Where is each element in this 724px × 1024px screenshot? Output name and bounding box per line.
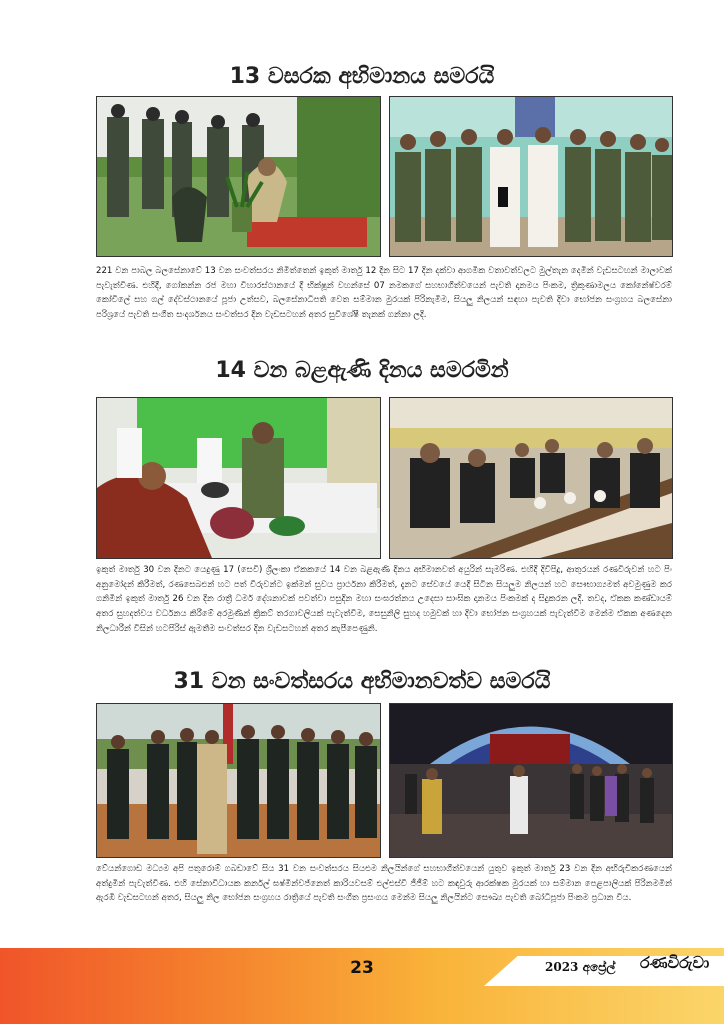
section-2-photo-right xyxy=(389,397,673,559)
section-3-heading: 31 වන සංවත්සරය අභිමානවත්ව සමරයි xyxy=(173,669,551,694)
section-1-photo-left xyxy=(96,96,381,257)
section-3-photo-right xyxy=(389,703,673,858)
magazine-logo: රණවිරුවා xyxy=(640,953,710,972)
section-3-paragraph: වේයන්ගොඩ මධ්‍යම අපි පතුරොම් ගබඩාවේ සිය 31 වන සංවත්සරය සියළුම නිලයින්ගේ සහභාගීත්වයෙන් යුතුව ඉකුත් මාර්තු 23 වන දින අභිරුචිකරණයෙන් අත්දුමින් පැවැත්විණ. එහි සේනාවිධායක කර්නල් ඝෂ්මින්වජ්නෙත් කාරියවසම් එල්එස්වී ජීජීම් හට කඳවුරු ආරක්ෂක මුරයක් හා සම්මාන පෙළපාලියක් පිරිනමමින් ඇරඹි වැඩසටහන් අතර, සියලු නිල භෝජන සංග්‍රහය රාත්‍රියේ පැවති සංගීත ප්‍රසංගය මෙන්ම සියලු නිලයින්ට සෞඛ්‍ය පැවති බෝධිපූජා පිංකම ප්‍රධාන විය. xyxy=(96,864,672,904)
section-2-paragraph: ඉකුත් මාර්තු 30 වන දිනට යෙදුණු 17 (සෙවි) ශ්‍රීලංකා ඒකකයේ 14 වන බළඇණි දිනය අභිමානවත් අයුරින් සැමරිණ. එහිදී දිවිපිදූ, ආතුරයන් රණවිරුවන් හට පිං අනුමෝදන් කිරීමත්, රණසෙබළුන් හට පත් වීරුවන්ට ඉක්මන් සුවය ප්‍රාර්ථනා කිරීමත්, දැනට සේවයේ යෙදී සිටින සියලුම නිලයන් හට සෞභාග්‍යමත් අවමුණුම කර ගනිමින් ඉකුත් මාර්තු 26 වන දින රාත්‍රී ධර්ම දේශනාවක් පවත්වා පසුදින මහා සංඝරත්නය උදෙසා සාංඝික දානමය පිංකමක් ද සිදුකරන ලදී. තවද, ඒකක කණ්ඩායම් අතර සුහදත්වය වර්ධනය කිරීමේ අරමුණින් ක්‍රිකට් තරගාවලියක් පැවැත්වීම, සෙසුනිලි සුහද හමුවක් හා දිවා භෝජන සංග්‍රහයක් පැවැත්වීම මෙන්ම ඒකක අණදෙන නිලධාරීන් විසින් හටපිරිස් ඇමතීම සංවත්සර දින වැඩසටහන් අතර කැපීපෙණුනි. xyxy=(96,565,672,634)
issue-date: 2023 අප්‍රේල් xyxy=(545,960,616,974)
section-1-photo-right xyxy=(389,96,673,257)
section-3-photo-left xyxy=(96,703,381,858)
section-1-heading: 13 වසරක අභිමානය සමරයි xyxy=(229,64,495,89)
section-2-photo-left xyxy=(96,397,381,559)
section-1-paragraph: 221 වන පාබල බලසේනාවේ 13 වන සංවත්සරය නිමිත්තෙන් ඉකුත් මාර්තු 12 දින සිට 17 දින දක්වා ආගමික වතාවත්වලට මුල්තැන දෙමින් වැඩසටහන් මාලාවක් පැවැත්විණ. එහිදී, ගෝකන්න රජ මහා විහාරස්ථානයේ දී භික්ෂූන් වහන්සේ 07 නමකගේ සහභාගීත්වයෙන් පැවති දානමය පිංකම, ත්‍රිකුණාමලය කෝනේෂ්වරම් කෝවිලේ සහ ගල් දේවස්ථානයේ පූජා උත්සව, බලසේනාධිපති වෙත සම්මාන මුරයක් පිරිනැමීම, සියලු නිලයන් සඳහා පැවති දිවා භෝජන සංග්‍රහය බලසේනා පරිශ්‍රයේ පැවති සංගීත සංදර්ශනය සංවත්සර දින වැඩසටහන් අතර සුවිශේෂී තැනක් ගන්නා ලදි. xyxy=(96,266,672,321)
page-number: 23 xyxy=(350,958,374,978)
section-2-heading: 14 වන බළඇණි දිනය සමරමින් xyxy=(215,358,509,383)
